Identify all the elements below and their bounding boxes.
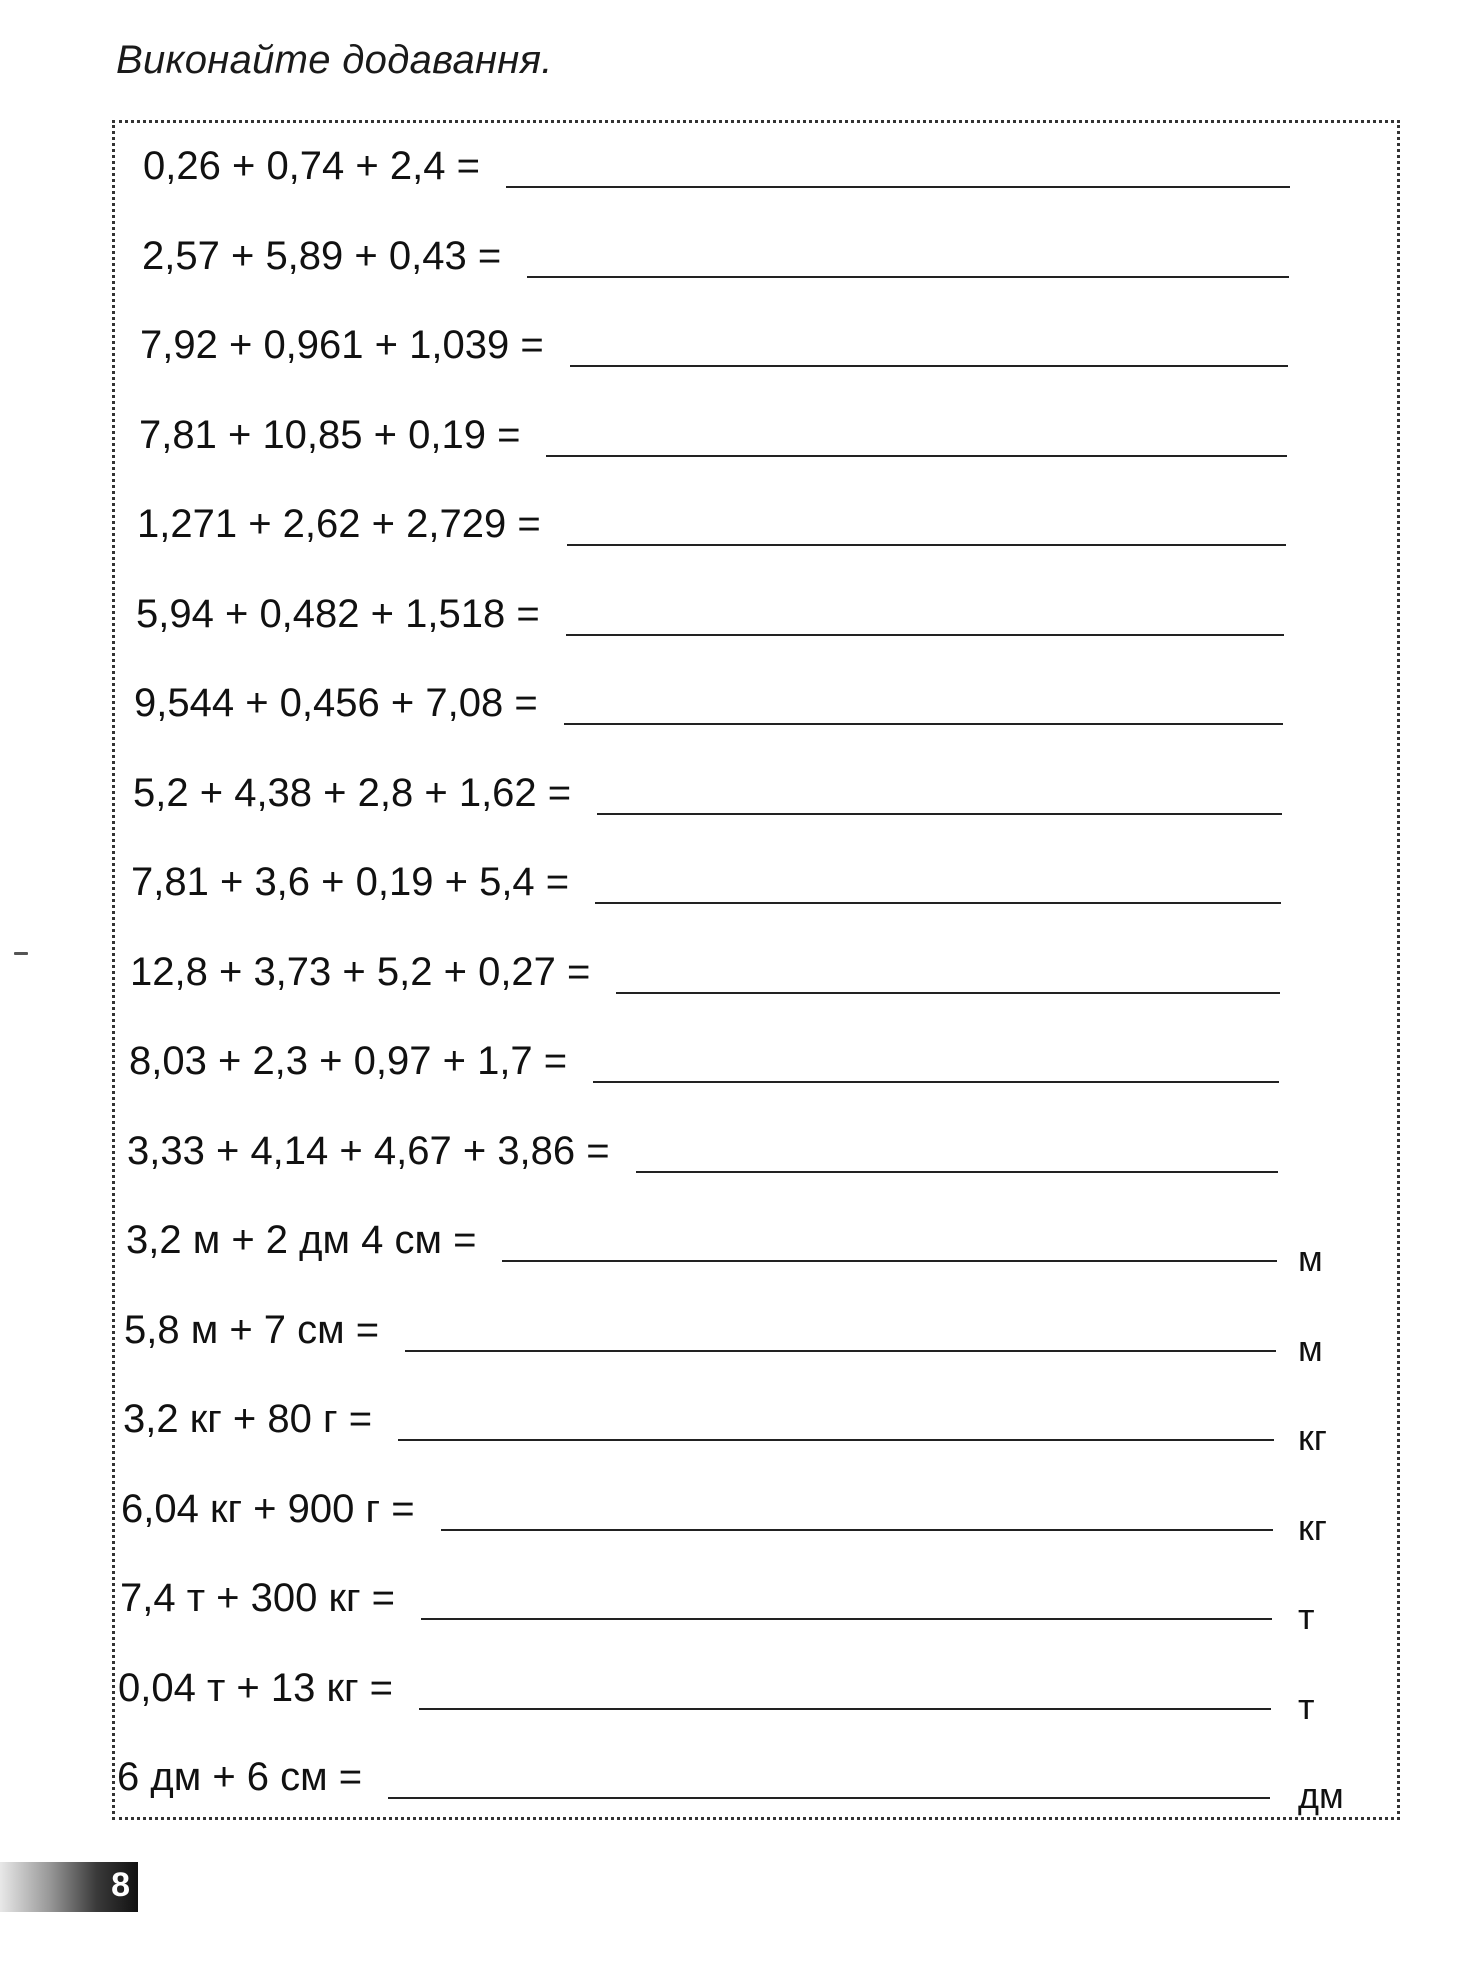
exercise-row: [130, 948, 1388, 1018]
exercise-row: [129, 1037, 1388, 1107]
answer-line[interactable]: [564, 723, 1283, 725]
answer-line[interactable]: [636, 1171, 1278, 1173]
exercise-expression: 7,81 + 3,6 + 0,19 + 5,4 =: [131, 860, 570, 904]
answer-line[interactable]: [405, 1350, 1276, 1352]
exercise-row: [140, 321, 1388, 391]
answer-line[interactable]: [593, 1081, 1279, 1083]
answer-line[interactable]: [398, 1439, 1274, 1441]
answer-line[interactable]: [546, 455, 1287, 457]
answer-unit: т: [1298, 1596, 1315, 1637]
answer-line[interactable]: [567, 544, 1286, 546]
answer-line[interactable]: [441, 1529, 1273, 1531]
exercise-row: [142, 232, 1388, 302]
exercise-row: [133, 769, 1388, 839]
exercise-expression: 1,271 + 2,62 + 2,729 =: [137, 502, 541, 546]
answer-unit: дм: [1298, 1775, 1344, 1816]
exercise-row: [143, 142, 1388, 212]
answer-unit: кг: [1298, 1507, 1327, 1548]
exercise-expression: 7,4 т + 300 кг =: [120, 1576, 396, 1620]
print-speck: [14, 952, 28, 955]
exercise-row: [118, 1664, 1388, 1734]
answer-line[interactable]: [506, 186, 1290, 188]
exercise-expression: 9,544 + 0,456 + 7,08 =: [134, 681, 538, 725]
exercise-row: [134, 679, 1388, 749]
exercise-row: [137, 500, 1388, 570]
exercise-expression: 3,33 + 4,14 + 4,67 + 3,86 =: [127, 1129, 610, 1173]
exercise-expression: 3,2 кг + 80 г =: [123, 1397, 373, 1441]
exercise-row: [124, 1306, 1388, 1376]
page-number: 8: [111, 1866, 130, 1904]
exercise-expression: 5,2 + 4,38 + 2,8 + 1,62 =: [133, 771, 572, 815]
answer-line[interactable]: [566, 634, 1284, 636]
answer-unit: т: [1298, 1686, 1315, 1727]
answer-line[interactable]: [421, 1618, 1272, 1620]
exercise-row: [136, 590, 1388, 660]
answer-line[interactable]: [597, 813, 1282, 815]
answer-line[interactable]: [595, 902, 1281, 904]
exercise-row: [127, 1127, 1388, 1197]
answer-line[interactable]: [527, 276, 1289, 278]
exercise-expression: 3,2 м + 2 дм 4 см =: [126, 1218, 477, 1262]
exercise-expression: 5,8 м + 7 см =: [124, 1308, 380, 1352]
exercise-expression: 6 дм + 6 см =: [117, 1755, 363, 1799]
exercise-row: [117, 1753, 1388, 1823]
exercise-expression: 8,03 + 2,3 + 0,97 + 1,7 =: [129, 1039, 568, 1083]
exercise-row: [121, 1485, 1388, 1555]
answer-line[interactable]: [388, 1797, 1270, 1799]
answer-line[interactable]: [616, 992, 1280, 994]
exercise-expression: 0,26 + 0,74 + 2,4 =: [143, 144, 480, 188]
answer-line[interactable]: [502, 1260, 1277, 1262]
exercise-row: [131, 858, 1388, 928]
answer-unit: м: [1298, 1328, 1323, 1369]
exercise-expression: 7,81 + 10,85 + 0,19 =: [139, 413, 521, 457]
instruction-heading: Виконайте додавання.: [116, 38, 553, 82]
page-number-tab: [0, 1862, 138, 1912]
exercise-expression: 12,8 + 3,73 + 5,2 + 0,27 =: [130, 950, 591, 994]
exercise-expression: 7,92 + 0,961 + 1,039 =: [140, 323, 544, 367]
exercise-row: [120, 1574, 1388, 1644]
exercise-row: [123, 1395, 1388, 1465]
answer-unit: м: [1298, 1238, 1323, 1279]
exercise-expression: 2,57 + 5,89 + 0,43 =: [142, 234, 502, 278]
exercise-row: [126, 1216, 1388, 1286]
exercise-expression: 0,04 т + 13 кг =: [118, 1666, 394, 1710]
exercise-expression: 5,94 + 0,482 + 1,518 =: [136, 592, 540, 636]
answer-line[interactable]: [419, 1708, 1271, 1710]
exercise-expression: 6,04 кг + 900 г =: [121, 1487, 415, 1531]
exercise-row: [139, 411, 1388, 481]
answer-unit: кг: [1298, 1417, 1327, 1458]
answer-line[interactable]: [570, 365, 1288, 367]
